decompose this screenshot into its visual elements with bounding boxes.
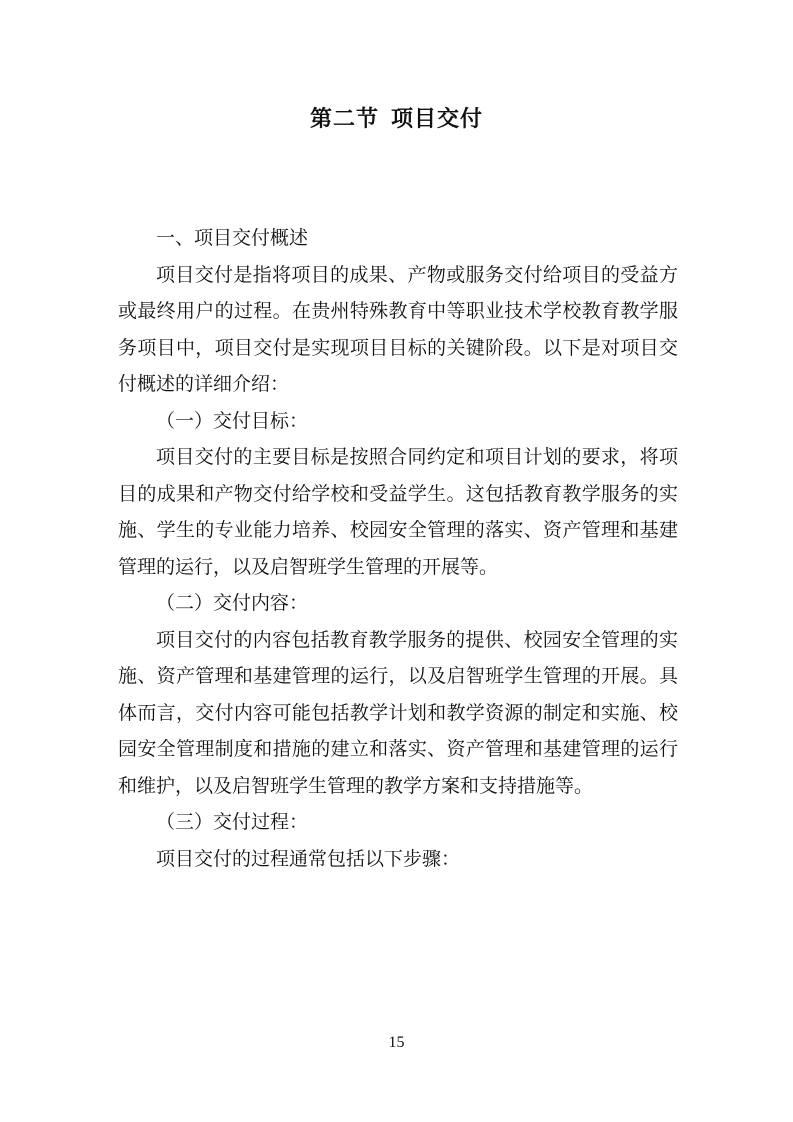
- paragraph-overview: 项目交付是指将项目的成果、产物或服务交付给项目的受益方或最终用户的过程。在贵州特殊教育中等职业技术学校教育教学服务项目中，项目交付是实现项目目标的关键阶段。以下是对项目交付概述的详细介绍：: [118, 263, 678, 395]
- body-text: [118, 220, 678, 877]
- section-title: [0, 104, 793, 136]
- section-number: 第二节: [309, 107, 379, 132]
- paragraph-content: 项目交付的内容包括教育教学服务的提供、校园安全管理的实施、资产管理和基建管理的运行，以及启智班学生管理的开展。具体而言，交付内容可能包括教学计划和教学资源的制定和实施、校园安全管理制度和措施的建立和落实、资产管理和基建管理的运行和维护，以及启智班学生管理的教学方案和支持措施等。: [118, 628, 678, 797]
- subheading-goals: （一）交付目标：: [156, 409, 309, 432]
- subheading-content: （二）交付内容：: [156, 592, 309, 614]
- paragraph-goals: 项目交付的主要目标是按照合同约定和项目计划的要求，将项目的成果和产物交付给学校和受益学生。这包括教育教学服务的实施、学生的专业能力培养、校园安全管理的落实、资产管理和基建管理的运行，以及启智班学生管理的开展等。: [118, 446, 678, 578]
- section-heading: 项目交付: [391, 107, 484, 132]
- paragraph-process: 项目交付的过程通常包括以下步骤：: [156, 847, 461, 870]
- page-number: 15: [388, 1034, 405, 1051]
- heading-overview: 一、项目交付概述: [156, 227, 309, 249]
- subheading-process: （三）交付过程：: [156, 811, 309, 833]
